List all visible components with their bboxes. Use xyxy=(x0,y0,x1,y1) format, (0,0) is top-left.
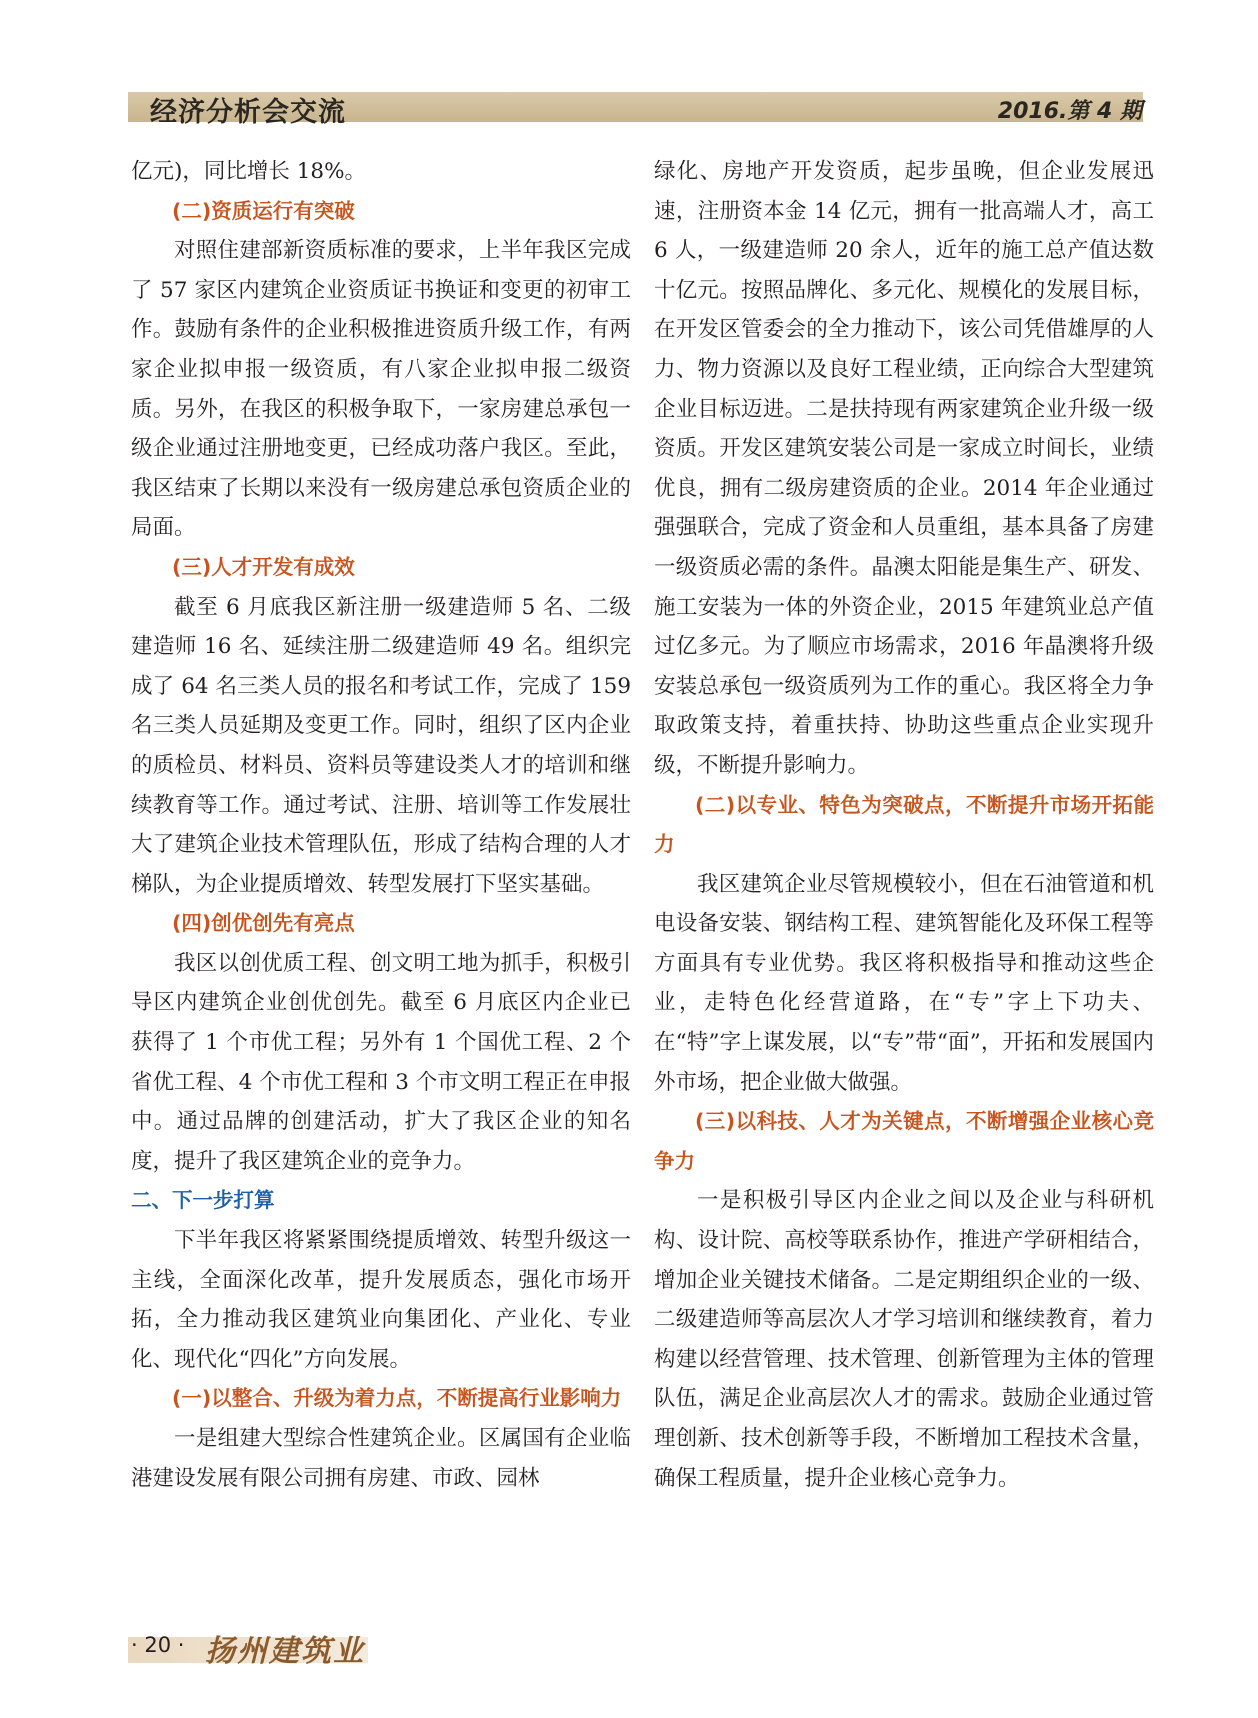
paragraph: 下半年我区将紧紧围绕提质增效、转型升级这一主线，全面深化改革，提升发展质态，强化市场开拓，全力推动我区建筑业向集团化、产业化、专业化、现代化“四化”方向发展。 xyxy=(131,1228,631,1372)
paragraph: 对照住建部新资质标准的要求，上半年我区完成了 57 家区内建筑企业资质证书换证和变更的初审工作。鼓励有条件的企业积极推进资质升级工作，有两家企业拟申报一级资质，有八家企业拟申报二级资质。另外，在我区的积极争取下，一家房建总承包一级企业通过注册地变更，已经成功落户我区。至此，我区结束了长期以来没有一级房建总承包资质企业的局面。 xyxy=(131,238,631,541)
subheading: (四)创优创先有亮点 xyxy=(172,911,355,936)
paragraph: 我区以创优质工程、创文明工地为抓手，积极引导区内建筑企业创优创先。截至 6 月底区内企业已获得了 1 个市优工程；另外有 1 个国优工程、2 个省优工程、4 个市优工程和 3 个市文明工程正在申报中。通过品牌的创建活动，扩大了我区企业的知名度，提升了我区建筑企业的竞争力。 xyxy=(131,950,631,1174)
subheading: (三)以科技、人才为关键点，不断增强企业核心竞争力 xyxy=(654,1109,1154,1173)
paragraph: 我区建筑企业尽管规模较小，但在石油管道和机电设备安装、钢结构工程、建筑智能化及环保工程等方面具有专业优势。我区将积极指导和推动这些企业，走特色化经营道路，在“专”字上下功夫、在“特”字上谋发展，以“专”带“面”，开拓和发展国内外市场，把企业做大做强。 xyxy=(654,871,1154,1095)
subheading: (三)人才开发有成效 xyxy=(172,554,355,579)
page-number: · 20 · xyxy=(131,1633,185,1657)
paragraph: 绿化、房地产开发资质，起步虽晚，但企业发展迅速，注册资本金 14 亿元，拥有一批高端人才，高工 6 人，一级建造师 20 余人，近年的施工总产值达数十亿元。按照品牌化、多元化、规模化的发展目标，在开发区管委会的全力推动下，该公司凭借雄厚的人力、物力资源以及良好工程业绩，正向综合大型建筑企业目标迈进。二是扶持现有两家建筑企业升级一级资质。开发区建筑安装公司是一家成立时间长，业绩优良，拥有二级房建资质的企业。2014 年企业通过强强联合，完成了资金和人员重组，基本具备了房建一级资质必需的条件。晶澳太阳能是集生产、研发、施工安装为一体的外资企业，2015 年建筑业总产值过亿多元。为了顺应市场需求，2016 年晶澳将升级安装总承包一级资质列为工作的重心。我区将全力争取政策支持，着重扶持、协助这些重点企业实现升级，不断提升影响力。 xyxy=(654,159,1154,778)
journal-logo: 扬州建筑业 xyxy=(205,1634,365,1669)
subheading: (二)以专业、特色为突破点，不断提升市场开拓能力 xyxy=(654,792,1154,857)
paragraph: 截至 6 月底我区新注册一级建造师 5 名、二级建造师 16 名、延续注册二级建造师 49 名。组织完成了 64 名三类人员的报名和考试工作，完成了 159 名三类人员延期及变更工作。同时，组织了区内企业的质检员、材料员、资料员等建设类人才的培训和继续教育等工作。通过考试、注册、培训等工作发展壮大了建筑企业技术管理队伍，形成了结构合理的人才梯队，为企业提质增效、转型发展打下坚实基础。 xyxy=(131,594,631,897)
section-heading: 二、下一步打算 xyxy=(131,1188,275,1213)
paragraph: 一是积极引导区内企业之间以及企业与科研机构、设计院、高校等联系协作，推进产学研相结合，增加企业关键技术储备。二是定期组织企业的一级、二级建造师等高层次人才学习培训和继续教育，着力构建以经营管理、技术管理、创新管理为主体的管理队伍，满足企业高层次人才的需求。鼓励企业通过管理创新、技术创新等手段，不断增加工程技术含量，确保工程质量，提升企业核心竞争力。 xyxy=(654,1188,1154,1491)
right-column xyxy=(654,152,1154,1498)
subheading: (一)以整合、升级为着力点，不断提高行业影响力 xyxy=(172,1386,622,1411)
issue-label: 2016.第 4 期 xyxy=(997,99,1142,124)
left-column xyxy=(131,152,631,1498)
paragraph: 亿元)，同比增长 18%。 xyxy=(131,159,367,184)
section-title: 经济分析会交流 xyxy=(150,97,346,128)
subheading: (二)资质运行有突破 xyxy=(172,198,355,223)
paragraph: 一是组建大型综合性建筑企业。区属国有企业临港建设发展有限公司拥有房建、市政、园林 xyxy=(131,1426,631,1491)
